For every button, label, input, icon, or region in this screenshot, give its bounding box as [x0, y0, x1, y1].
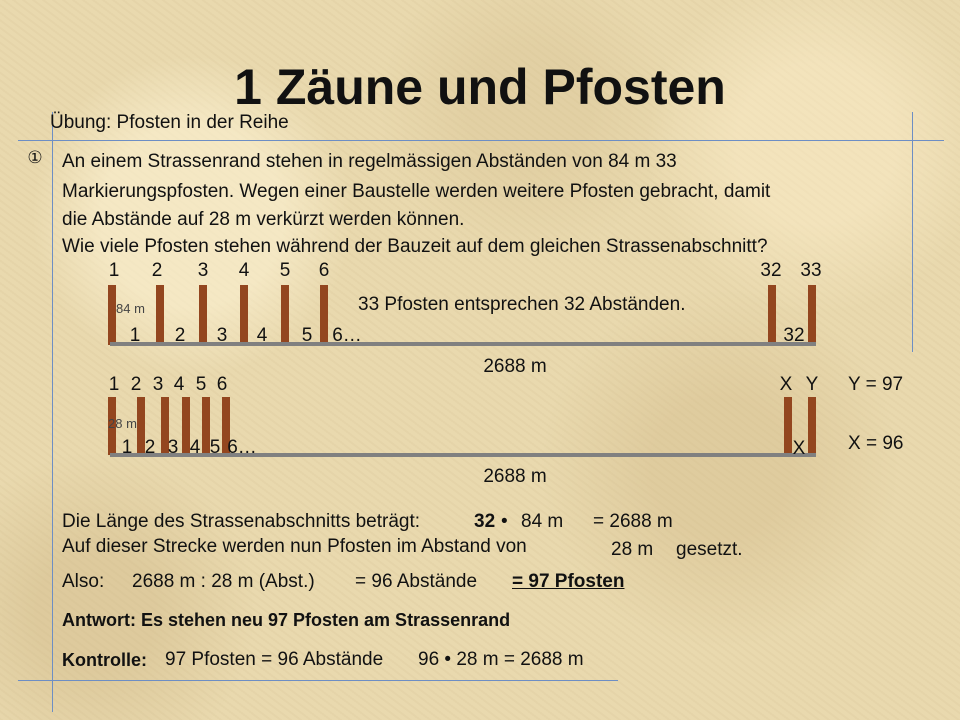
- gap-label: 6…: [227, 437, 257, 458]
- exercise-subtitle: Übung: Pfosten in der Reihe: [50, 112, 289, 133]
- gaps-result: = 96 Abstände: [355, 571, 478, 592]
- post-label: 2: [151, 260, 163, 281]
- x-equation: X = 96: [848, 433, 904, 454]
- post-label: 4: [238, 260, 250, 281]
- post-label: 2: [130, 374, 142, 395]
- post: [281, 285, 289, 345]
- length-factor: 32: [474, 511, 496, 532]
- length-result: = 2688 m: [593, 511, 673, 532]
- gap-label: 4: [189, 437, 201, 458]
- check-calculation: 96 • 28 m = 2688 m: [418, 649, 584, 670]
- post-label: 32: [760, 260, 782, 281]
- post: [240, 285, 248, 345]
- post: [768, 285, 776, 345]
- post-label: Y: [805, 374, 819, 395]
- post-label: 1: [108, 374, 120, 395]
- gap-label: 6…: [332, 325, 362, 346]
- problem-line-1: An einem Strassenrand stehen in regelmässigen Abständen von 84 m 33: [62, 151, 677, 172]
- gap-label: X: [792, 438, 806, 459]
- posts-result: = 97 Pfosten: [512, 571, 625, 592]
- post-label: X: [779, 374, 793, 395]
- total-length-label: 2688 m: [483, 466, 547, 487]
- new-spacing-value: 28 m: [611, 539, 654, 560]
- length-unit: 84 m: [521, 511, 564, 532]
- gap-label: 5: [301, 325, 313, 346]
- guide-line-left: [52, 112, 53, 712]
- gap-label: 3: [167, 437, 179, 458]
- gap-label: 2: [144, 437, 156, 458]
- division-calculation: 2688 m : 28 m (Abst.): [132, 571, 315, 592]
- gap-label: 5: [209, 437, 221, 458]
- page-title: 1 Zäune und Pfosten: [234, 59, 726, 115]
- check-label: Kontrolle:: [62, 650, 147, 670]
- also-label: Also:: [62, 571, 105, 592]
- total-length-label: 2688 m: [483, 356, 547, 377]
- post-label: 6: [318, 260, 330, 281]
- gap-label: 1: [129, 325, 141, 346]
- new-spacing-end: gesetzt.: [676, 539, 743, 560]
- spacing-label: 84 m: [116, 301, 145, 316]
- multiplication-dot: •: [501, 511, 508, 532]
- post-label: 33: [800, 260, 822, 281]
- post: [156, 285, 164, 345]
- spacing-label: 28 m: [108, 416, 137, 431]
- guide-line-right: [912, 112, 913, 352]
- guide-line-top: [18, 140, 944, 141]
- posts-gaps-note: 33 Pfosten entsprechen 32 Abständen.: [358, 294, 686, 315]
- guide-line-bottom: [18, 680, 618, 681]
- length-sentence: Die Länge des Strassenabschnitts beträgt:: [62, 511, 421, 532]
- post-label: 3: [152, 374, 164, 395]
- new-spacing-sentence: Auf dieser Strecke werden nun Pfosten im Abstand von: [62, 536, 527, 557]
- circled-one-icon: ①: [27, 148, 43, 167]
- gap-label: 1: [121, 437, 133, 458]
- post-label: 5: [279, 260, 291, 281]
- gap-label: 2: [174, 325, 186, 346]
- y-equation: Y = 97: [848, 374, 904, 395]
- post: [199, 285, 207, 345]
- post: [808, 285, 816, 345]
- gap-label: 3: [216, 325, 228, 346]
- post: [808, 397, 816, 455]
- check-statement: 97 Pfosten = 96 Abstände: [165, 649, 384, 670]
- gap-label: 32: [783, 325, 805, 346]
- post: [108, 285, 116, 345]
- post-label: 3: [197, 260, 209, 281]
- problem-line-3: die Abstände auf 28 m verkürzt werden können.: [62, 209, 465, 230]
- post-label: 6: [216, 374, 228, 395]
- problem-line-2: Markierungspfosten. Wegen einer Baustelle werden weitere Pfosten gebracht, damit: [62, 181, 771, 202]
- post-label: 4: [173, 374, 185, 395]
- post-label: 1: [108, 260, 120, 281]
- problem-line-4: Wie viele Pfosten stehen während der Bauzeit auf dem gleichen Strassenabschnitt?: [62, 236, 768, 257]
- gap-label: 4: [256, 325, 268, 346]
- post-label: 5: [195, 374, 207, 395]
- post: [320, 285, 328, 345]
- answer-line: Antwort: Es stehen neu 97 Pfosten am Strassenrand: [62, 610, 511, 630]
